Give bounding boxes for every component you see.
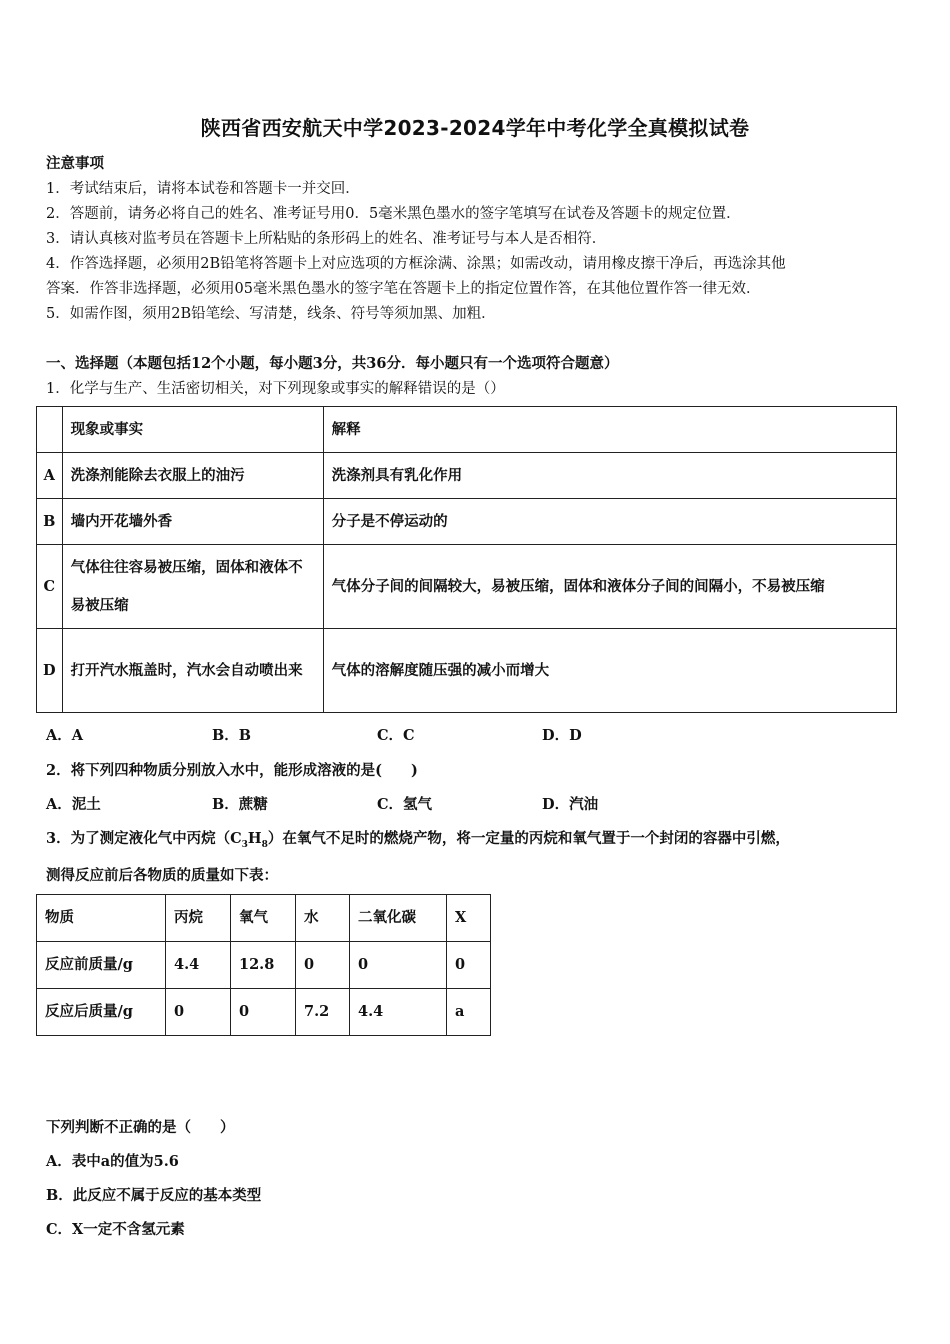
row-explain: 洗涤剂具有乳化作用 [323, 453, 896, 499]
table-cell: 0 [350, 942, 447, 989]
row-label: A [37, 453, 63, 499]
table-header: 氧气 [231, 895, 296, 942]
table-header-fact: 现象或事实 [62, 407, 323, 453]
table-row [37, 629, 897, 713]
table-header: 丙烷 [166, 895, 231, 942]
notice-heading: 注意事项 [46, 155, 104, 172]
table-cell: 0 [296, 942, 350, 989]
notice-item-5: 5．如需作图，须用2B铅笔绘、写清楚，线条、符号等须加黑、加粗． [46, 306, 496, 322]
row-label: C [37, 545, 63, 629]
table-header: 二氧化碳 [350, 895, 447, 942]
table-row [37, 895, 491, 942]
q3-question: 下列判断不正确的是（ ） [46, 1119, 235, 1136]
subscript: 8 [261, 839, 268, 850]
table-cell: 反应后质量/g [37, 989, 166, 1036]
table-cell: 4.4 [350, 989, 447, 1036]
row-fact: 气体往往容易被压缩，固体和液体不易被压缩 [62, 545, 323, 629]
q2-stem: 2．将下列四种物质分别放入水中，能形成溶液的是( ) [46, 762, 418, 779]
table-header: 水 [296, 895, 350, 942]
q3-table [36, 894, 491, 1036]
row-explain: 气体分子间的间隔较大，易被压缩，固体和液体分子间的间隔小，不易被压缩 [323, 545, 896, 629]
table-cell: 反应前质量/g [37, 942, 166, 989]
table-row [37, 453, 897, 499]
q1-option-c: C．C [377, 727, 415, 744]
q3-stem-part: ）在氧气不足时的燃烧产物，将一定量的丙烷和氧气置于一个封闭的容器中引燃， [267, 830, 790, 847]
table-row [37, 407, 897, 453]
row-fact: 洗涤剂能除去衣服上的油污 [62, 453, 323, 499]
q1-table [36, 406, 897, 713]
q1-option-b: B．B [212, 727, 252, 744]
q1-option-a: A．A [46, 727, 84, 744]
row-label: B [37, 499, 63, 545]
subscript: 3 [241, 839, 248, 850]
q1-option-d: D．D [542, 727, 582, 744]
q2-option-b: B．蔗糖 [212, 796, 268, 813]
q3-stem-part: 3．为了测定液化气中丙烷（C [46, 830, 242, 847]
q1-stem: 1．化学与生产、生活密切相关，对下列现象或事实的解释错误的是（） [46, 381, 505, 397]
q3-stem-2: 测得反应前后各物质的质量如下表： [46, 867, 278, 884]
notice-item-2: 2．答题前，请务必将自己的姓名、准考证号用0．5毫米黑色墨水的签字笔填写在试卷及答题卡的规定位置． [46, 206, 741, 222]
table-cell: 0 [447, 942, 491, 989]
notice-item-4: 4．作答选择题，必须用2B铅笔将答题卡上对应选项的方框涂满、涂黑；如需改动，请用橡皮擦干净后，再选涂其他 [46, 256, 786, 272]
table-cell: 0 [231, 989, 296, 1036]
notice-item-4-cont: 答案．作答非选择题，必须用05毫米黑色墨水的签字笔在答题卡上的指定位置作答，在其他位置作答一律无效． [46, 281, 761, 297]
q2-option-a: A．泥土 [46, 796, 101, 813]
notice-item-1: 1．考试结束后，请将本试卷和答题卡一并交回． [46, 181, 360, 197]
q3-stem [46, 827, 790, 850]
table-header: 物质 [37, 895, 166, 942]
q3-option-c: C．X一定不含氢元素 [46, 1221, 185, 1238]
table-row [37, 942, 491, 989]
q2-option-c: C．氢气 [377, 796, 433, 813]
table-row [37, 545, 897, 629]
table-cell [37, 407, 63, 453]
table-cell: 7.2 [296, 989, 350, 1036]
row-explain: 分子是不停运动的 [323, 499, 896, 545]
table-cell: 4.4 [166, 942, 231, 989]
row-label: D [37, 629, 63, 713]
table-cell: 0 [166, 989, 231, 1036]
section-heading: 一、选择题（本题包括12个小题，每小题3分，共36分．每小题只有一个选项符合题意） [46, 355, 619, 372]
notice-item-3: 3．请认真核对监考员在答题卡上所粘贴的条形码上的姓名、准考证号与本人是否相符． [46, 231, 607, 247]
q2-option-d: D．汽油 [542, 796, 599, 813]
row-fact: 墙内开花墙外香 [62, 499, 323, 545]
table-row [37, 499, 897, 545]
table-header-explain: 解释 [323, 407, 896, 453]
q3-option-a: A．表中a的值为5.6 [46, 1153, 179, 1170]
page-title: 陕西省西安航天中学2023-2024学年中考化学全真模拟试卷 [200, 116, 750, 140]
row-fact: 打开汽水瓶盖时，汽水会自动喷出来 [62, 629, 323, 713]
table-row [37, 989, 491, 1036]
q3-option-b: B．此反应不属于反应的基本类型 [46, 1187, 262, 1204]
table-header: X [447, 895, 491, 942]
q3-stem-part: H [247, 830, 262, 847]
table-cell: a [447, 989, 491, 1036]
row-explain: 气体的溶解度随压强的减小而增大 [323, 629, 896, 713]
table-cell: 12.8 [231, 942, 296, 989]
